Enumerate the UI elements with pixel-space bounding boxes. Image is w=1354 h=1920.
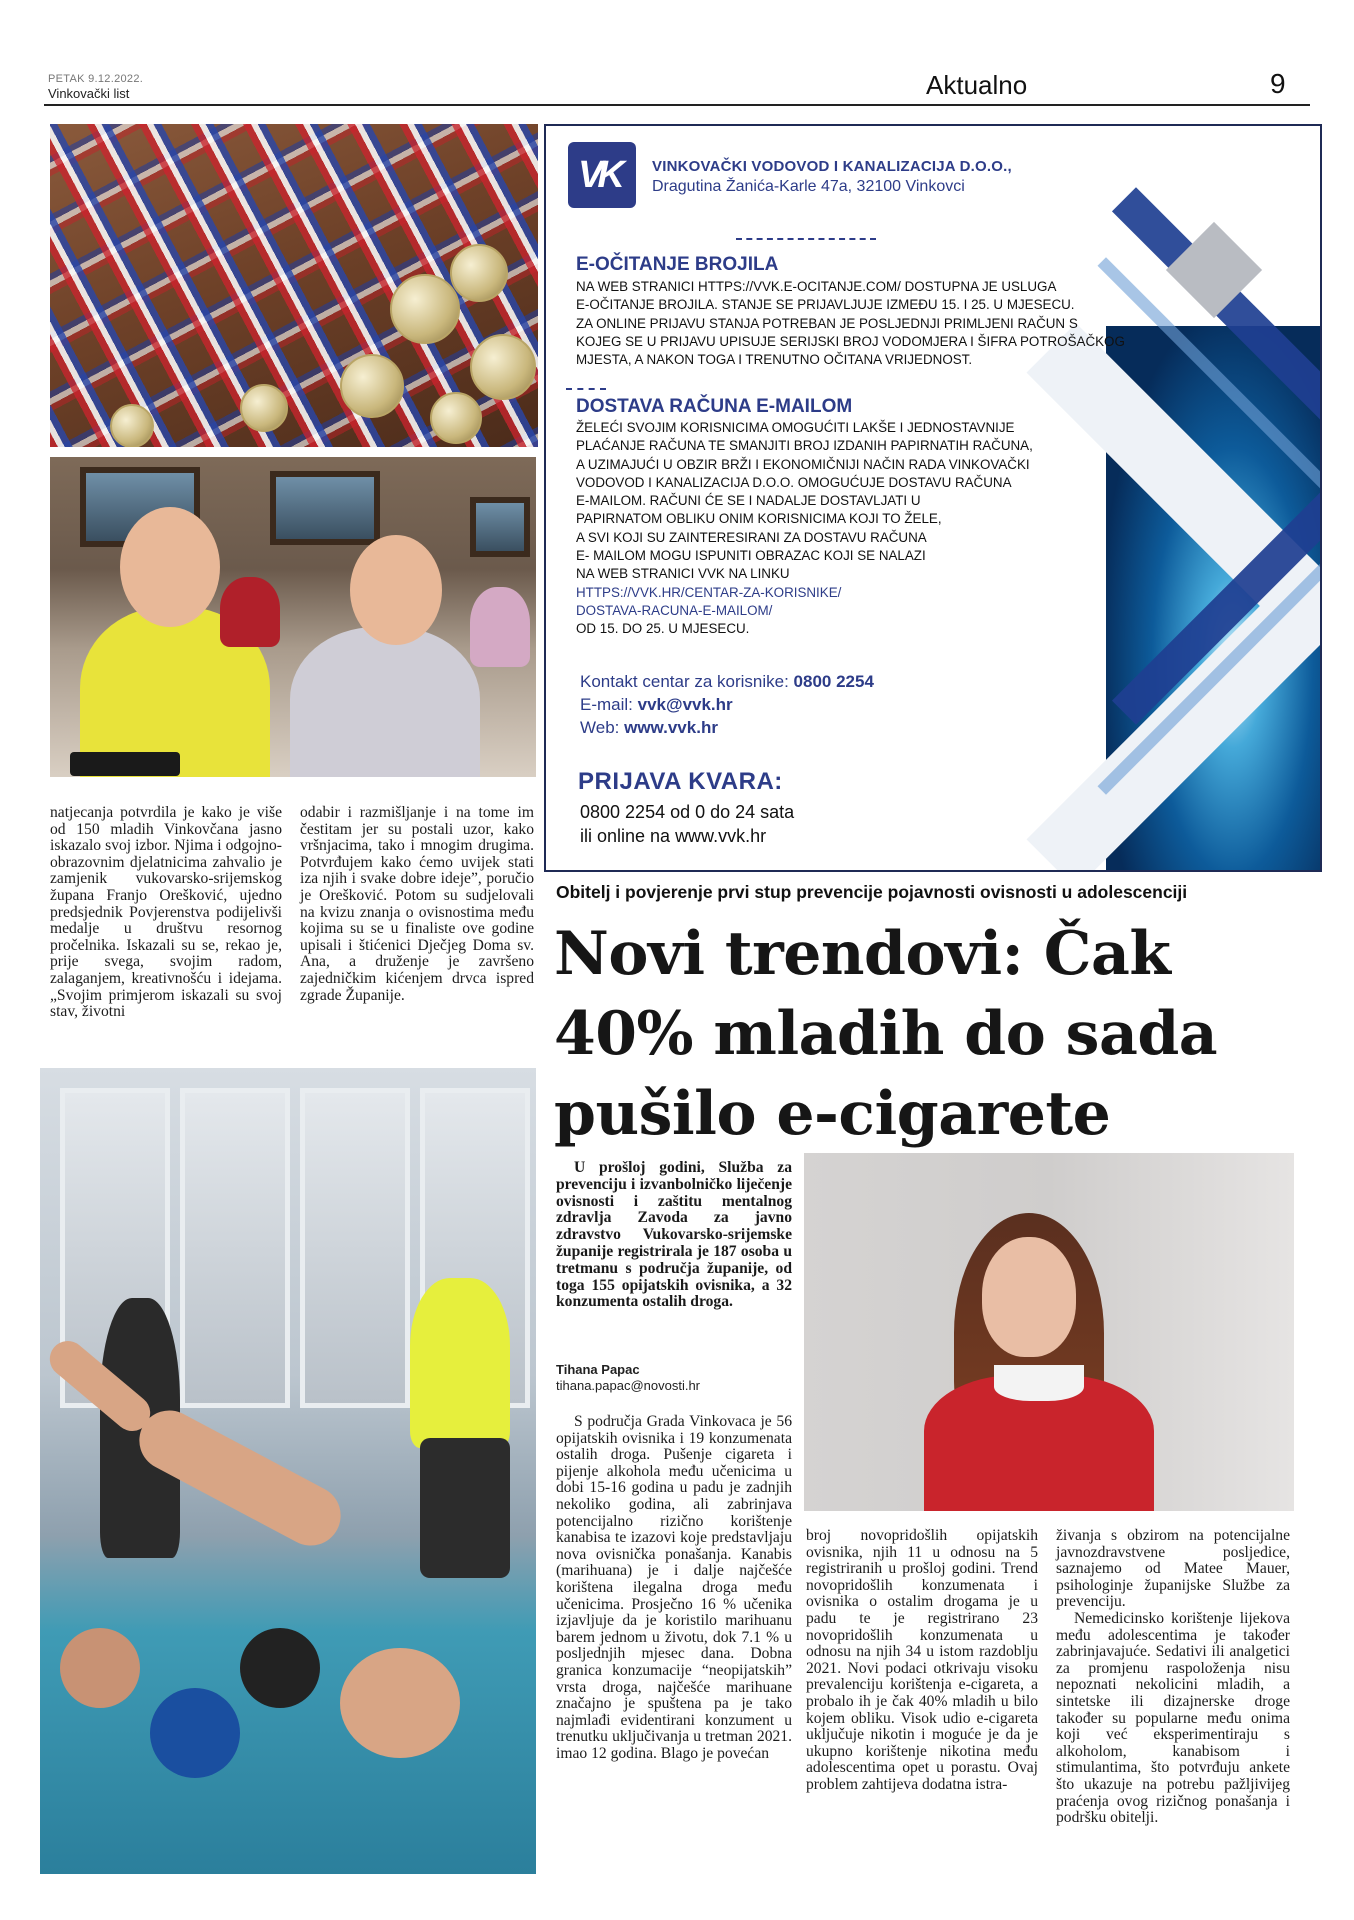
author-email[interactable]: tihana.papac@novosti.hr [556, 1378, 701, 1393]
article-author: Tihana Papac [556, 1362, 640, 1377]
ad-web: www.vvk.hr [624, 718, 718, 737]
ad-link-line1: HTTPS://VVK.HR/CENTAR-ZA-KORISNIKE/ [576, 584, 842, 600]
main-article-column-3-paragraph-1: živanja s obzirom na potencijalne javnozdravstvene posljedice, saznajemo od Matee Mauer, psihologinje županijske Službe za prevenciju. [1056, 1527, 1290, 1611]
main-article-column-2: broj novopridošlih opijatskih ovisnika, njih 11 u odnosu na 5 registriranih u prošloj godini. Trend novopridošlih konzumenata i ovisnika o ostalim drogama je u padu te je registrirano 23 novopridošlih konzumenata u odnosu na njih 34 u istom razdoblju 2021. Novi podaci otkrivaju visoku prevalenciju korištenja e-cigareta, a probalo ih je čak 40% mladih u bilo kojem obliku. Visok udio e-cigareta uključuje nikotin i moguće je da je ukupno korištenje nikotina među adolescentima opet u porastu. Ovaj problem zahtijeva dodatna istra- [806, 1527, 1038, 1793]
medals-photo [50, 124, 538, 447]
ad-fault-report-title: PRIJAVA KVARA: [578, 768, 783, 795]
ad-company-address: Dragutina Žanića-Karle 47a, 32100 Vinkovci [652, 178, 965, 195]
left-article-column-1: natjecanja potvrdila je kako je više od 150 mladih Vinkovčana jasno iskazalo svoj izbor. Njima i odgojno-obrazovnim djelatnicima zahvalio je zamjenik vukovarsko-srijemskog župana Franjo Orešković, ujedno predsjednik Povjerenstva podijelivši medalje u društvu resornog pročelnika. Iskazali su se, rekao je, prije svega, svojim radom, zalaganjem, kreativnošću i idejama. „Svojim primjerom iskazali su svoj stav, životni [50, 804, 282, 1021]
left-article-column-2: odabir i razmišljanje i na tome im čestitam jer su postali uzor, kako vršnjacima, tako i mnogim drugima. Potvrđujem kako ćemo uvijek stati iza njih i svake dobre ideje”, poručio je Orešković. Potom su sudjelovali na kvizu znanja o ovisnostima među kojima su se u finaliste ove godine upisali i štićenici Dječjeg Doma sv. Ana, a druženje je završeno zajedničkim kićenjem drvca ispred zgrade Županije. [300, 804, 534, 1004]
article-lead: U prošloj godini, Služba za prevenciju i izvanbolničko liječenje ovisnosti i zaštitu mentalnog zdravlja Zavoda za javno zdravstvo Vukovarsko-srijemske županije registrirala je 187 osoba u tretmanu s područja županije, od toga 155 opijatskih ovisnika, a 32 konzumenta ostalih droga. [556, 1159, 792, 1311]
page-number: 9 [1270, 68, 1286, 99]
advertisement-vvk [544, 124, 1322, 872]
kids-with-medals-photo [50, 457, 536, 777]
ad-section-email-bill-text: ŽELEĆI SVOJIM KORISNICIMA OMOGUĆITI LAKŠE I JEDNOSTAVNIJE PLAĆANJE RAČUNA TE SMANJITI BROJ IZDANIH PAPIRNATIH RAČUNA, A UZIMAJUĆI U OBZIR BRŽI I EKONOMIČNIJI NAČIN RADA VINKOVAČKI VODOVOD I KANALIZACIJA D.O.O. OMOGUĆUJE DOSTAVU RAČUNA E-MAILOM. RAČUNI ĆE SE I NADALJE DOSTAVLJATI U PAPIRNATOM OBLIKU ONIM KORISNICIMA KOJI TO ŽELE, A SVI KOJI SU ZAINTERESIRANI ZA DOSTAVU RAČUNA E- MAILOM MOGU ISPUNITI OBRAZAC KOJI SE NALAZI NA WEB STRANICI VVK NA LINKU HTTPS://VVK.HR/CENTAR-ZA-KORISNIKE/ DOSTAVA-RACUNA-E-MAILOM/ OD 15. DO 25. U MJESECU. [576, 419, 1136, 639]
ad-fault-report-text: 0800 2254 od 0 do 24 sata ili online na www.vvk.hr [580, 802, 795, 846]
ad-contact-phone: 0800 2254 [793, 672, 874, 691]
ad-section-email-bill-title: DOSTAVA RAČUNA E-MAILOM [576, 396, 853, 417]
ad-section-e-reading-title: E-OČITANJE BROJILA [576, 254, 779, 275]
main-article-column-1: S područja Grada Vinkovaca je 56 opijatskih ovisnika i 19 konzumenata ostalih droga. Pušenje cigareta i pijenje alkohola među učenicima u dobi 15-16 godina u padu je zadnjih nekoliko godina, ali zabrinjava potencijalno rizično korištenje kanabisa te izazovi koje predstavljaju nova ovisnička ponašanja. Kanabis (marihuana) je i dalje najčešće korištena ilegalna droga među učenicima. Prosječno 16 % učenika izjavljuje da je koristilo marihuanu barem jednom u životu, dok 7.1 % u posljednjih mjesec dana. Dobna granica konzumacije “neopijatskih” vrsta droga, najčešće marihuane značajno je spuštena pa je tako najmlađi evidentirani konzument u trenutku uključivanja u tretman 2021. imao 12 godina. Blago je povećan [556, 1413, 792, 1762]
ad-contact-block: Kontakt centar za korisnike: 0800 2254 E-mail: vvk@vvk.hr Web: www.vvk.hr [580, 672, 874, 737]
main-article-column-3-paragraph-2: Nemedicinsko korištenje lijekova među adolescentima je također zabrinjavajuće. Sedativi ili analgetici za promjenu raspoloženja nisu nepoznati nekolicini mladih, a sintetske ili dizajnerske droge također su popularne među onima koji već eksperimentiraju s alkoholom, kanabisom i stimulantima, što potvrđuju ankete što ukazuje na potrebu pažljivijeg praćenja ovog rizičnog ponašanja i podršku obitelji. [1056, 1609, 1290, 1827]
woman-portrait-photo [804, 1153, 1294, 1511]
section-title: Aktualno [926, 70, 1028, 100]
ad-email: vvk@vvk.hr [637, 695, 733, 714]
article-headline: Novi trendovi: Čak 40% mladih do sada pušilo e-cigarete [554, 919, 1218, 1149]
article-kicker: Obitelj i povjerenje prvi stup prevencije pojavnosti ovisnosti u adolescenciji [556, 882, 1188, 902]
swimming-pool-photo [40, 1068, 536, 1874]
header-rule [44, 104, 1310, 106]
issue-date: PETAK 9.12.2022. [48, 73, 144, 85]
ad-section-e-reading-text: NA WEB STRANICI HTTPS://VVK.E-OCITANJE.COM/ DOSTUPNA JE USLUGA E-OČITANJE BROJILA. STANJE SE PRIJAVLJUJE IZMEĐU 15. I 25. U MJESECU. ZA ONLINE PRIJAVU STANJA POTREBAN JE POSLJEDNJI PRIMLJENI RAČUN S KOJEG SE U PRIJAVU UPISUJE SERIJSKI BROJ VODOMJERA I ŠIFRA POTROŠAČKOG MJESTA, A NAKON TOGA I TRENUTNO OČITANA VRIJEDNOST. [576, 279, 1125, 368]
ad-company-name: VINKOVAČKI VODOVOD I KANALIZACIJA D.O.O., [652, 158, 1012, 175]
newspaper-name: Vinkovački list [48, 86, 130, 101]
main-article-column-3 [1056, 1528, 1290, 1827]
ad-link-line2: DOSTAVA-RACUNA-E-MAILOM/ [576, 602, 773, 618]
vvk-logo-icon: VK [568, 142, 636, 208]
